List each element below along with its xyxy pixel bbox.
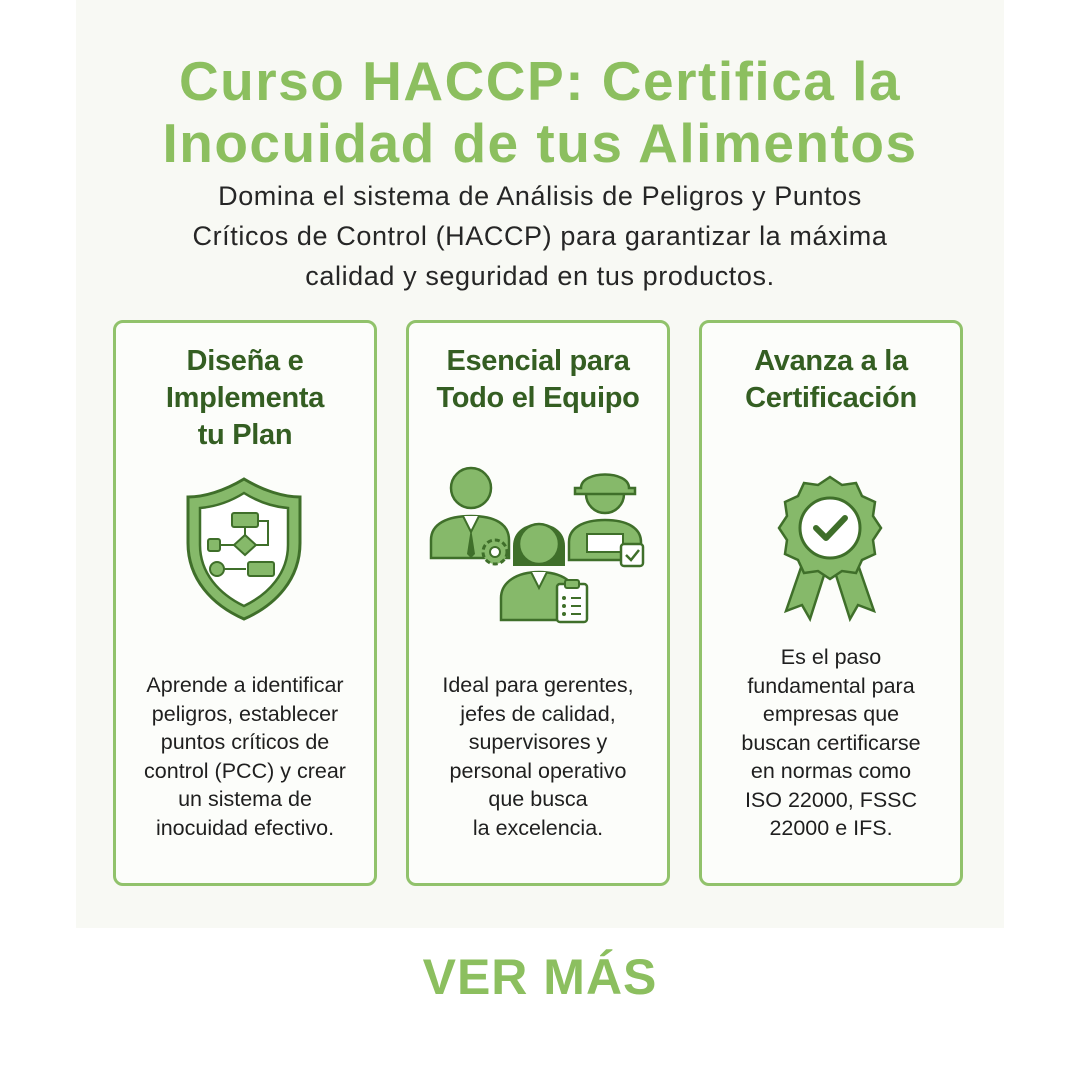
card-text-line: Es el paso — [780, 645, 882, 669]
card-description — [415, 671, 661, 842]
page-subtitle — [130, 176, 950, 296]
card-description — [122, 671, 368, 842]
card-text-line: empresas que — [762, 702, 900, 726]
card-text-line: Ideal para gerentes, — [442, 673, 634, 697]
card-text-line: peligros, establecer — [151, 701, 339, 726]
card-text-line: control (PCC) y crear — [144, 758, 346, 783]
card-design-plan — [113, 320, 377, 886]
card-text-line: puntos críticos de — [160, 730, 330, 754]
card-description — [708, 643, 954, 843]
card-title-line: Diseña e — [186, 345, 304, 377]
page-title — [0, 50, 1080, 174]
card-title-line: tu Plan — [197, 419, 293, 451]
title-line-2: Inocuidad de tus Alimentos — [162, 112, 918, 174]
see-more-button[interactable]: VER MÁS — [422, 949, 658, 1005]
card-text-line: un sistema de — [178, 787, 312, 811]
card-text-line: inocuidad efectivo. — [155, 815, 335, 840]
card-title-line: Esencial para — [446, 345, 630, 377]
card-title — [415, 343, 661, 417]
card-title-line: Certificación — [745, 382, 917, 414]
subtitle-line-3: calidad y seguridad en tus productos. — [305, 261, 775, 291]
card-text-line: jefes de calidad, — [460, 701, 616, 726]
card-text-line: ISO 22000, FSSC — [744, 787, 918, 812]
shield-flowchart-icon — [116, 473, 373, 623]
card-text-line: Aprende a identificar — [146, 673, 344, 697]
card-title — [122, 343, 368, 454]
card-text-line: 22000 e IFS. — [769, 816, 893, 840]
card-title-line: Avanza a la — [754, 345, 908, 377]
card-team — [406, 320, 670, 886]
certification-badge-icon — [702, 473, 959, 623]
subtitle-line-1: Domina el sistema de Análisis de Peligros y Puntos — [218, 181, 862, 211]
team-icon — [409, 458, 666, 628]
title-line-1: Curso HACCP: Certifica la — [178, 50, 902, 112]
card-title-line: Todo el Equipo — [436, 382, 640, 414]
card-certification — [699, 320, 963, 886]
card-title — [708, 343, 954, 417]
card-text-line: personal operativo — [449, 758, 627, 783]
card-text-line: en normas como — [750, 759, 912, 783]
subtitle-line-2: Críticos de Control (HACCP) para garantizar la máxima — [192, 221, 888, 251]
card-title-line: Implementa — [165, 382, 325, 414]
card-text-line: que busca — [488, 787, 588, 811]
card-text-line: supervisores y — [468, 730, 608, 754]
card-text-line: buscan certificarse — [741, 730, 921, 755]
card-text-line: la excelencia. — [472, 815, 604, 840]
card-text-line: fundamental para — [747, 673, 915, 698]
